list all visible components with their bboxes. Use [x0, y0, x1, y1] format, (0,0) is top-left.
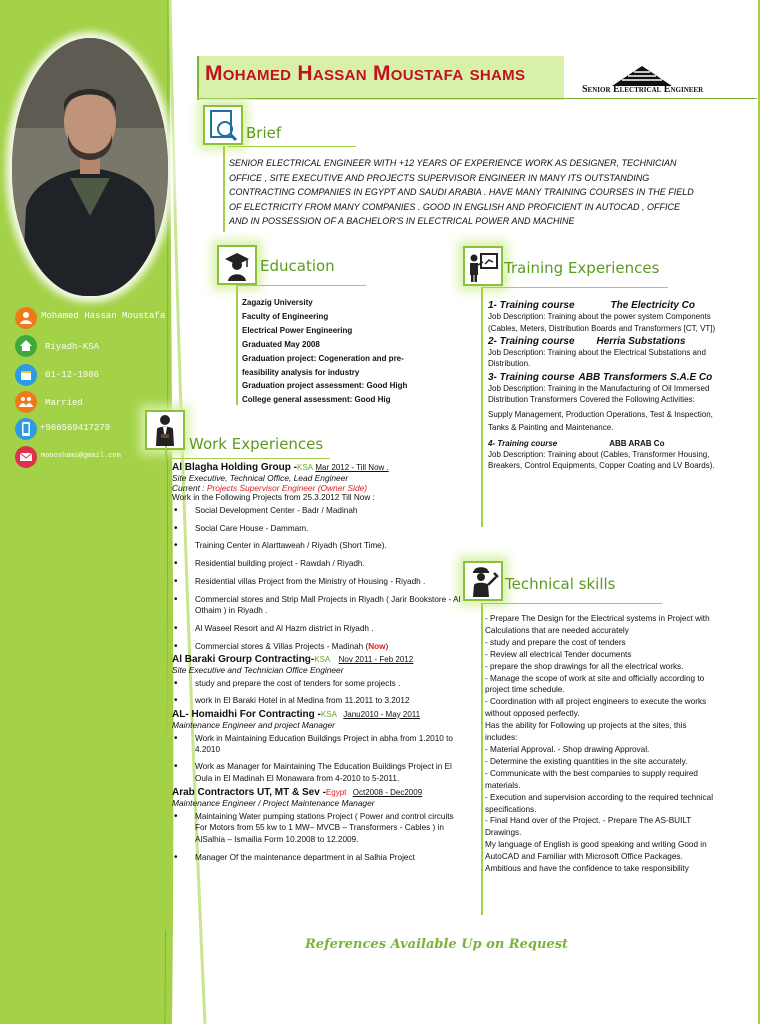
job-bullet-now: Now: [368, 641, 386, 651]
contact-phone-text: +966569417279: [40, 423, 111, 433]
training-side-line: [481, 287, 483, 527]
skill-line: Has the ability for Following up projects at the sites, this includes:: [485, 721, 687, 743]
education-line: Graduation project: Cogeneration and pre-: [242, 353, 404, 363]
couple-icon: [15, 391, 37, 413]
right-border-line: [758, 0, 760, 1024]
skill-line: - Execution and supervision according to the required technical specifications.: [485, 792, 714, 814]
training-item-number: 1-: [488, 300, 500, 311]
job-bullet: • Work as Manager for Maintaining The Education Buildings Project in El Oula in El Madinah El Monawara from 4-2010 to 5-2011.: [172, 761, 462, 784]
references-footer: References Available Up on Request: [305, 937, 569, 952]
job-bullet: • Work in Maintaining Education Buildings Project in abha from 1.2010 to 4.2010: [172, 733, 462, 756]
brief-icon: [203, 105, 243, 145]
training-item: [488, 372, 716, 434]
work-side-line: [165, 446, 167, 930]
training-item-desc: Job Description: Training about (Cables, Transformer Housing, Breakers, Control Equipments, Copper Coating and LV Boards).: [488, 449, 715, 471]
skill-line: - Communicate with the best companies to supply required materials.: [485, 768, 698, 790]
skill-line: - Prepare The Design for the Electrical systems in Project with Calculations that are needed accurately: [485, 614, 710, 635]
skill-line: - study and prepare the cost of tenders: [485, 637, 626, 647]
training-item-company: ABB Transformers S.A.E Co: [578, 371, 713, 383]
training-item-desc: Job Description: Training about the power system Components (Cables, Meters, Distribution Boards and Transformers [CT, VT]): [488, 312, 716, 333]
technical-icon-box: [463, 561, 503, 601]
job-subtitle: Site Executive, Technical Office, Lead Engineer: [172, 473, 349, 483]
job-dates: Janu2010 - May 2011: [343, 709, 421, 719]
job-bullets: [172, 733, 462, 785]
training-title-underline: [482, 287, 668, 288]
email-icon: [15, 446, 37, 468]
education-line: Graduated May 2008: [242, 339, 320, 349]
job-company: Al Blagha Holding Group -: [172, 462, 297, 473]
job-bullet: [172, 641, 462, 653]
job-intro: Work in the Following Projects from 25.3.2012 Till Now :: [172, 493, 375, 502]
skill-line: - Determine the existing quantities in the site accurately.: [485, 756, 688, 766]
training-item-desc: Job Description: Training about the Electrical Substations and Distribution.: [488, 348, 706, 369]
job-dates: Nov 2011 - Feb 2012: [338, 655, 414, 665]
job-bullet: • Residential villas Project from the Ministry of Housing - Riyadh .: [172, 576, 462, 588]
training-item-desc: Job Description: Training in the Manufacturing of Oil Immersed Distribution Transformers Covered the Following Activities:: [488, 384, 710, 405]
training-item: [488, 300, 716, 334]
job-bullet: • Social Development Center - Badr / Madinah: [172, 505, 462, 517]
graduate-icon: [219, 247, 255, 283]
brief-text: SENIOR ELECTRICAL ENGINEER WITH +12 YEARS OF EXPERIENCE WORK AS DESIGNER, TECHNICIAN OFFICE , SITE EXECUTIVE AND PROJECTS SUPERVISOR ENGINEER IN MANY ITS OUTSTANDING CONTRACTING COMPANIES IN EGYPT AND SAUDI ARABIA . HAVE MANY TRAINING COURSES IN THE FIELD OF ELECTRICITY FROM MANY COMPANIES . GOOD IN ENGLISH AND PROFICIENT IN AUTOCAD , OFFICE AND IN POSSESSION OF A BACHELOR'S IN ELECTRICAL POWER AND MACHINE: [229, 158, 694, 226]
technical-skills-list: [485, 613, 715, 875]
skill-line: - Material Approval. - Shop drawing Approval.: [485, 744, 650, 754]
job-subtitle: Maintenance Engineer / Project Maintenance Manager: [172, 797, 375, 808]
user-icon: [15, 307, 37, 329]
job-bullets: [172, 811, 462, 864]
job-location: Egypt: [325, 787, 347, 797]
training-item-heading: Training course: [499, 335, 575, 347]
job-dates: Mar 2012 - Till Now .: [315, 463, 389, 472]
contact-name-text: Mohamed Hassan Moustafa: [41, 311, 166, 321]
businessman-icon: [147, 412, 183, 448]
education-title-underline: [236, 285, 366, 286]
job-current-value: Projects Supervisor Engineer (Owner Side): [206, 483, 368, 493]
job-bullet: • Manager Of the maintenance department in al Salhia Project: [172, 852, 462, 864]
job-entry: [172, 709, 462, 785]
training-title: Training Experiences: [504, 259, 660, 277]
job-location: KSA: [320, 709, 337, 719]
job-bullet: • Al Waseel Resort and Al Hazm district in Riyadh .: [172, 623, 462, 635]
education-line: Graduation project assessment: Good High: [242, 381, 408, 391]
education-title: Education: [260, 257, 335, 275]
job-entry: [172, 462, 462, 652]
technical-title: Technical skills: [505, 575, 616, 593]
job-company: Arab Contractors UT, MT & Sev -: [172, 786, 326, 798]
role-decoration-icon: [612, 66, 672, 86]
phone-icon: [15, 418, 37, 440]
job-bullet: • Training Center in Alarttaweah / Riyadh (Short Time).: [172, 540, 462, 552]
job-current-label: Current :: [172, 483, 205, 493]
training-item-desc: Supply Management, Production Operations, Test & Inspection, Tanks & Painting and Maintenance.: [488, 409, 713, 432]
page-title: Mohamed Hassan Moustafa shams: [205, 62, 526, 85]
brief-title-underline: [228, 146, 356, 147]
skill-line: Ambitious and have the confidence to take responsibility: [485, 864, 689, 874]
education-line: College general assessment: Good Hig: [242, 395, 391, 405]
education-line: feasibility analysis for industry: [242, 367, 360, 377]
job-company: AL- Homaidhi For Contracting -: [172, 708, 321, 720]
job-location: KSA: [314, 655, 331, 665]
job-bullets: [172, 678, 462, 706]
profile-photo: [12, 38, 168, 296]
job-bullets: [172, 505, 462, 652]
education-line: Zagazig University: [242, 298, 313, 307]
job-bullet: • Commercial stores and Strip Mall Projects in Riyadh ( Jarir Bookstore - Al Othaim ) in Riyadh .: [172, 594, 462, 617]
contact-email-text: moooshams@gmail.com: [41, 452, 121, 460]
job-subtitle: Site Executive and Technician Office Engineer: [172, 665, 344, 676]
job-dates: Oct2008 - Dec2009: [352, 787, 423, 797]
job-bullet: • Maintaining Water pumping stations Project ( Power and control circuits For Motors from 55 kw to 1 MW– MVCB – Transformers - Cables ) in AlSalhia – Ismailia Form 10.2008 to 12.2009.: [172, 811, 462, 846]
skill-line: - prepare the shop drawings for all the electrical works.: [485, 661, 684, 671]
job-entry: [172, 787, 462, 864]
work-title-underline: [172, 458, 330, 459]
calendar-icon: [15, 364, 37, 386]
training-item-company: Herria Substations: [596, 335, 686, 347]
education-details: [242, 296, 407, 407]
training-item-heading: Training course: [499, 300, 575, 311]
skill-line: - Review all electrical Tender documents: [485, 649, 632, 659]
education-line: Electrical Power Engineering: [242, 325, 353, 335]
job-subtitle: Maintenance Engineer and project Manager: [172, 719, 335, 730]
work-title: Work Experiences: [189, 435, 324, 453]
job-company: Al Baraki Grourp Contracting-: [172, 654, 315, 666]
education-side-line: [236, 285, 238, 405]
brief-side-line: [223, 146, 225, 232]
training-item: [488, 336, 716, 370]
technical-title-underline: [482, 603, 662, 604]
job-bullet: • Residential building project - Rawdah / Riyadh.: [172, 558, 462, 570]
technical-side-line: [481, 603, 483, 915]
job-location: KSA: [297, 463, 314, 472]
work-experience-list: [172, 462, 462, 863]
skill-line: - Final Hand over of the Project. - Prepare The AS-BUILT Drawings.: [485, 816, 692, 838]
education-line: Faculty of Engineering: [242, 311, 329, 321]
home-icon: [15, 335, 37, 357]
training-icon-box: [463, 246, 503, 286]
contact-marital-text: Married: [45, 398, 83, 408]
skill-line: - Manage the scope of work at site and officially according to project time schedule.: [485, 673, 705, 695]
skill-line: My language of English is good speaking and writing Good in AutoCAD and Familiar with Microsoft Office Packages.: [485, 840, 707, 862]
training-list: [488, 300, 716, 472]
training-item-number: 3-: [488, 371, 500, 383]
training-item: [488, 438, 716, 472]
brief-title: Brief: [246, 124, 282, 142]
presentation-icon: [465, 248, 501, 284]
training-item-heading: Training course: [497, 438, 558, 448]
training-item-company: The Electricity Co: [610, 300, 695, 311]
contact-location-text: Riyadh-KSA: [45, 342, 100, 352]
training-item-heading: Training course: [499, 371, 575, 383]
job-title: Senior Electrical Engineer: [582, 84, 704, 95]
training-item-number: 2-: [488, 335, 500, 347]
work-icon-box: [145, 410, 185, 450]
job-entry: [172, 654, 462, 706]
job-bullet: • Social Care House - Dammam.: [172, 523, 462, 535]
job-bullet-text: Commercial stores & Villas Projects - Madinah (: [195, 641, 369, 651]
contact-birthdate-text: 01-12-1986: [45, 370, 100, 380]
training-item-company: ABB ARAB Co: [609, 438, 665, 448]
header-divider: [197, 98, 757, 99]
skill-line: - Coordination with all project engineers to execute the works without opposed perfectly.: [485, 697, 707, 719]
engineer-icon: [465, 563, 501, 599]
job-bullet: • study and prepare the cost of tenders for some projects .: [172, 678, 462, 690]
training-item-number: 4-: [488, 438, 498, 448]
education-icon-box: [217, 245, 257, 285]
job-bullet-end: ): [385, 641, 389, 651]
job-bullet: • work in El Baraki Hotel in al Medina from 11.2011 to 3.2012: [172, 695, 462, 707]
